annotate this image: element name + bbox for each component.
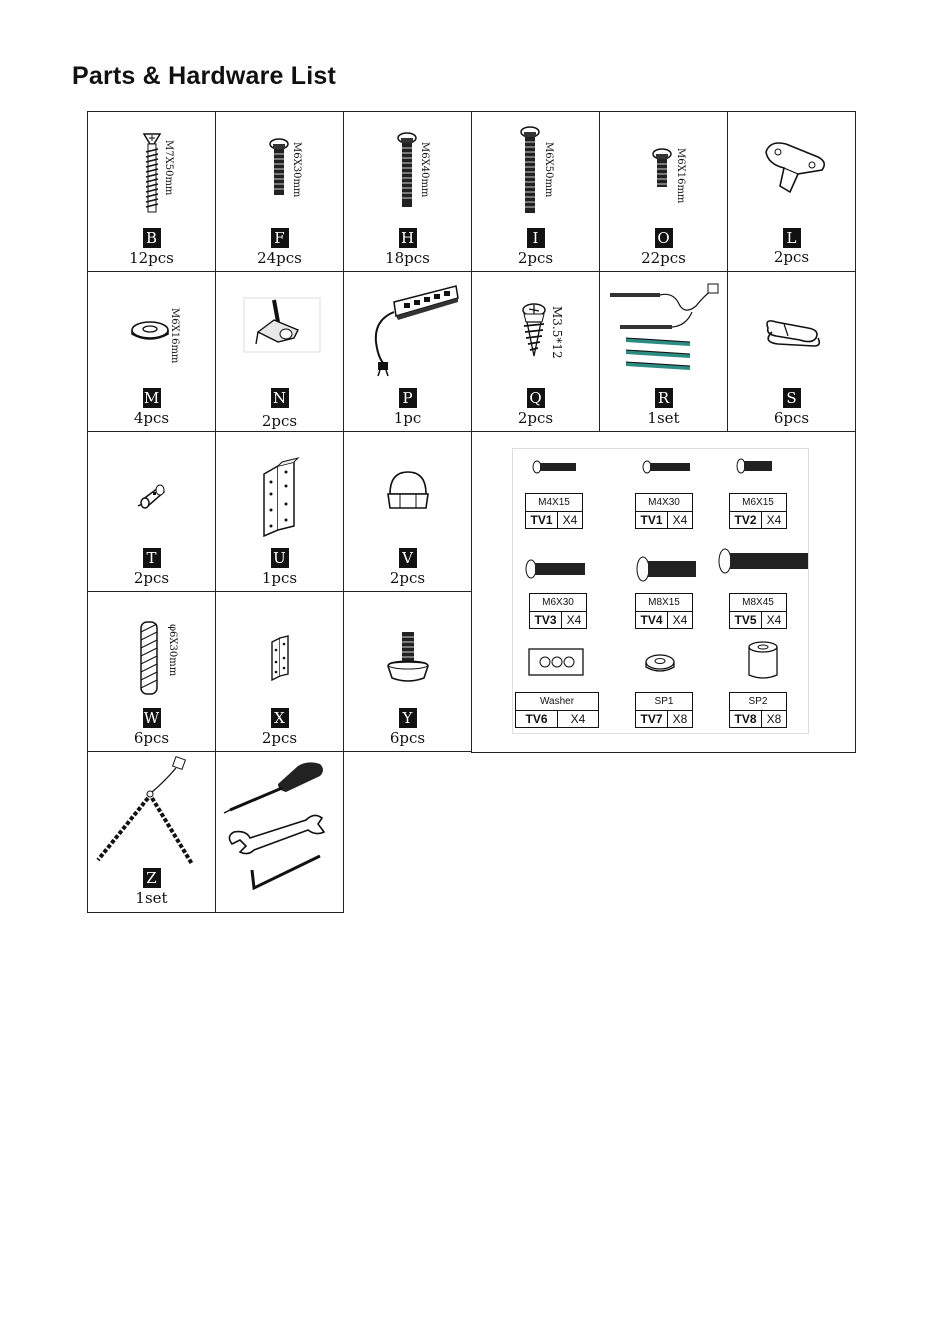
part-code-badge: V	[399, 548, 417, 568]
part-cell-n	[215, 271, 344, 432]
tv-spacer-sp1-icon	[646, 655, 674, 671]
part-cell-h	[343, 111, 472, 272]
part-code-badge: H	[399, 228, 417, 248]
part-code-badge: R	[655, 388, 673, 408]
tv-hardware-label	[729, 692, 787, 728]
part-cell-u	[215, 431, 344, 592]
part-size-label: M6X16mm	[169, 308, 180, 364]
part-quantity: 2pcs	[517, 409, 554, 427]
part-size-label: M6X16mm	[675, 148, 686, 204]
tv-hardware-label	[729, 493, 787, 529]
tv-hardware-size: SP2	[730, 693, 786, 711]
part-quantity: 6pcs	[133, 729, 170, 747]
tv-hardware-size: M6X30	[530, 594, 586, 612]
tv-hardware-label	[635, 692, 693, 728]
part-quantity: 24pcs	[257, 249, 302, 267]
part-code-badge: P	[399, 388, 417, 408]
part-code-badge: T	[143, 548, 161, 568]
part-code-badge: N	[271, 388, 289, 408]
tools-cell	[215, 751, 344, 913]
part-code-badge: Y	[399, 708, 417, 728]
part-code-badge: U	[271, 548, 289, 568]
tv-hardware-count: X8	[766, 712, 782, 726]
part-cell-l	[727, 111, 856, 272]
wood-screw-icon	[472, 272, 601, 387]
tv-hardware-label	[529, 593, 587, 629]
tv-hardware-panel	[512, 448, 809, 734]
part-code-badge: B	[143, 228, 161, 248]
part-quantity: 1pc	[393, 409, 422, 427]
tv-hardware-size: Washer	[516, 693, 598, 711]
tv-hardware-count: X4	[566, 613, 582, 627]
tv-hardware-count: X4	[562, 513, 578, 527]
tv-hardware-count: X4	[766, 513, 782, 527]
part-cell-m	[87, 271, 216, 432]
tv-hardware-code: TV3	[530, 612, 562, 628]
countersunk-bolt-icon	[88, 112, 217, 227]
tv-hardware-code: TV1	[526, 512, 558, 528]
part-cell-o	[599, 111, 728, 272]
part-code-badge: M	[143, 389, 160, 407]
tv-screw-m8x45-icon	[719, 549, 808, 573]
part-size-label: M3.5*12	[550, 306, 564, 359]
wood-dowel-icon	[88, 592, 217, 707]
hex-key-icon	[252, 856, 320, 888]
angle-bracket-icon	[728, 112, 857, 227]
part-quantity: 6pcs	[389, 729, 426, 747]
tv-hardware-label	[729, 593, 787, 629]
part-cell-t	[87, 431, 216, 592]
tv-hardware-code: TV6	[516, 711, 558, 727]
tv-hardware-size: M6X15	[730, 494, 786, 512]
tv-hardware-count: X4	[570, 712, 586, 726]
part-size-label: M6X40mm	[419, 142, 430, 198]
part-quantity: 2pcs	[389, 569, 426, 587]
part-code-badge: L	[783, 228, 801, 248]
tv-hardware-size: M8X15	[636, 594, 692, 612]
tv-screw-m8x15-icon	[637, 557, 696, 581]
part-quantity: 2pcs	[773, 248, 810, 266]
tools-icon	[216, 752, 345, 912]
part-code-badge: S	[783, 388, 801, 408]
part-cell-v	[343, 431, 472, 592]
part-quantity: 6pcs	[773, 409, 810, 427]
part-code-badge: X	[271, 708, 289, 728]
part-size-label: M7X50mm	[163, 140, 174, 196]
part-code-badge: I	[527, 228, 545, 248]
tv-hardware-count: X4	[672, 613, 688, 627]
part-quantity: 4pcs	[133, 409, 170, 427]
tv-hardware-code: TV2	[730, 512, 762, 528]
tv-hardware-count: X8	[672, 712, 688, 726]
part-quantity: 12pcs	[129, 249, 174, 267]
tv-hardware-code: TV1	[636, 512, 668, 528]
cable-clip-icon	[728, 272, 857, 387]
part-quantity: 1pcs	[261, 569, 298, 587]
hex-bolt-icon	[600, 112, 729, 227]
part-cell-i	[471, 111, 600, 272]
part-cell-q	[471, 271, 600, 432]
tv-hardware-size: M8X45	[730, 594, 786, 612]
part-cell-s	[727, 271, 856, 432]
part-size-label: M6X50mm	[543, 142, 554, 198]
part-cell-y	[343, 591, 472, 752]
tv-hardware-count: X4	[672, 513, 688, 527]
page-title: Parts & Hardware List	[72, 62, 337, 90]
tv-hardware-label	[525, 493, 583, 529]
tv-hardware-label	[635, 593, 693, 629]
tv-screw-m4x15-icon	[533, 461, 576, 473]
part-cell-w	[87, 591, 216, 752]
tv-hardware-code: TV8	[730, 711, 762, 727]
part-cell-r	[599, 271, 728, 432]
clamp-connector-icon	[216, 272, 345, 387]
part-quantity: 18pcs	[385, 249, 430, 267]
tv-spacer-sp2-icon	[749, 642, 777, 678]
part-cell-z	[87, 751, 216, 913]
cam-lock-icon	[88, 432, 217, 547]
tv-hardware-label	[515, 692, 599, 728]
power-strip-icon	[344, 272, 473, 387]
part-quantity: 2pcs	[261, 729, 298, 747]
hex-bolt-icon	[472, 112, 601, 227]
long-bracket-icon	[216, 432, 345, 547]
tv-hardware-code: TV7	[636, 711, 668, 727]
part-quantity: 1set	[647, 409, 680, 427]
tv-screw-m4x30-icon	[643, 461, 690, 473]
cap-nut-icon	[344, 432, 473, 547]
washer-icon	[88, 272, 217, 387]
part-code-badge: F	[271, 228, 289, 248]
tv-hardware-size: M4X30	[636, 494, 692, 512]
part-code-badge: W	[143, 709, 160, 727]
part-size-label: φ6X30mm	[167, 624, 178, 677]
part-quantity: 2pcs	[517, 249, 554, 267]
small-bracket-icon	[216, 592, 345, 707]
tv-hardware-count: X4	[766, 613, 782, 627]
part-quantity: 22pcs	[641, 249, 686, 267]
tv-hardware-code: TV4	[636, 612, 668, 628]
screwdriver-icon	[224, 762, 323, 813]
part-cell-x	[215, 591, 344, 752]
part-quantity: 2pcs	[261, 412, 298, 430]
tv-washer-plate-icon	[529, 649, 583, 675]
anti-tip-kit-icon	[88, 752, 217, 867]
part-code-badge: Z	[143, 868, 161, 888]
tv-hardware-code: TV5	[730, 612, 762, 628]
part-code-badge: O	[655, 228, 673, 248]
tv-screw-m6x15-icon	[737, 459, 772, 473]
cable-ties-icon	[600, 272, 729, 387]
tv-hardware-size: SP1	[636, 693, 692, 711]
part-quantity: 1set	[135, 889, 168, 907]
part-cell-p	[343, 271, 472, 432]
hex-bolt-icon	[344, 112, 473, 227]
part-code-badge: Q	[527, 388, 545, 408]
part-quantity: 2pcs	[133, 569, 170, 587]
hex-bolt-icon	[216, 112, 345, 227]
tv-hardware-size: M4X15	[526, 494, 582, 512]
part-cell-f	[215, 111, 344, 272]
part-cell-b	[87, 111, 216, 272]
part-size-label: M6X30mm	[291, 142, 302, 198]
leveling-foot-icon	[344, 592, 473, 707]
tv-hardware-label	[635, 493, 693, 529]
tv-screw-m6x30-icon	[526, 560, 585, 578]
wrench-icon	[229, 815, 324, 853]
